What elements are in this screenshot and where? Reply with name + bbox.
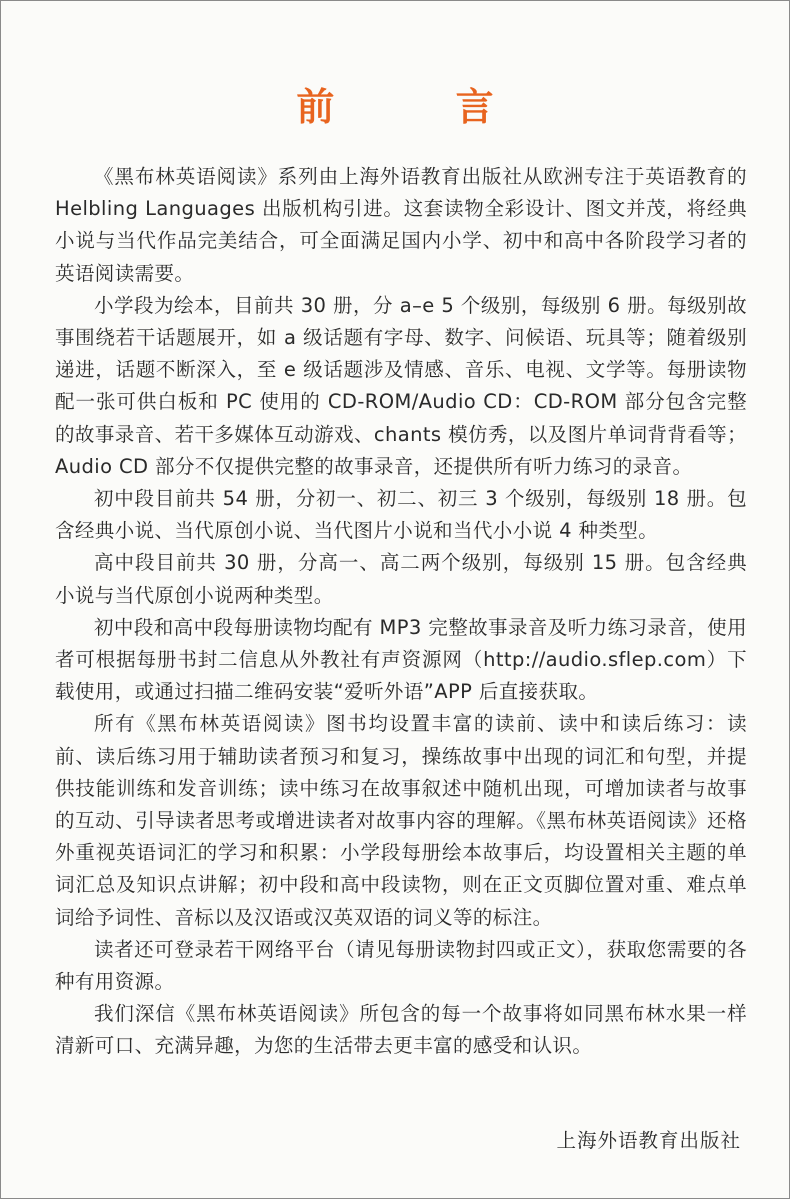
paragraph: 小学段为绘本，目前共 30 册，分 a–e 5 个级别，每级别 6 册。每级别故事围绕若干话题展开，如 a 级话题有字母、数字、问候语、玩具等；随着级别递进，话题不断深入，至 e 级话题涉及情感、音乐、电视、文学等。每册读物配一张可供白板和 PC 使用的 CD-ROM/Audio CD：CD-ROM 部分包含完整的故事录音、若干多媒体互动游戏、chants 模仿秀，以及图片单词背背看等；Audio CD 部分不仅提供完整的故事录音，还提供所有听力练习的录音。: [55, 293, 747, 478]
paragraph: 初中段和高中段每册读物均配有 MP3 完整故事录音及听力练习录音，使用者可根据每册书封二信息从外教社有声资源网（http://audio.sflep.com）下载使用，或通过扫描二维码安装“爱听外语”APP 后直接获取。: [55, 615, 747, 704]
paragraph: 读者还可登录若干网络平台（请见每册读物封四或正文），获取您需要的各种有用资源。: [55, 937, 747, 994]
paragraph: 所有《黑布林英语阅读》图书均设置丰富的读前、读中和读后练习：读前、读后练习用于辅助读者预习和复习，操练故事中出现的词汇和句型，并提供技能训练和发音训练；读中练习在故事叙述中随机出现，可增加读者与故事的互动、引导读者思考或增进读者对故事内容的理解。《黑布林英语阅读》还格外重视英语词汇的学习和积累：小学段每册绘本故事后，均设置相关主题的单词汇总及知识点讲解；初中段和高中段读物，则在正文页脚位置对重、难点单词给予词性、音标以及汉语或汉英双语的词义等的标注。: [55, 712, 747, 929]
paragraph: 高中段目前共 30 册，分高一、高二两个级别，每级别 15 册。包含经典小说与当代原创小说两种类型。: [55, 551, 747, 607]
publisher-signature: 上海外语教育出版社: [556, 1129, 741, 1152]
paragraph: 初中段目前共 54 册，分初一、初二、初三 3 个级别，每级别 18 册。包含经典小说、当代原创小说、当代图片小说和当代小小说 4 种类型。: [55, 487, 747, 543]
preface-body: [55, 161, 747, 1063]
paragraph: 《黑布林英语阅读》系列由上海外语教育出版社从欧洲专注于英语教育的 Helbling Languages 出版机构引进。这套读物全彩设计、图文并茂，将经典小说与当代作品完美结合，可全面满足国内小学、初中和高中各阶段学习者的英语阅读需要。: [55, 165, 747, 285]
page-title: 前 言: [296, 85, 548, 130]
paragraph: 我们深信《黑布林英语阅读》所包含的每一个故事将如同黑布林水果一样清新可口、充满异趣，为您的生活带去更丰富的感受和认识。: [55, 1002, 747, 1058]
